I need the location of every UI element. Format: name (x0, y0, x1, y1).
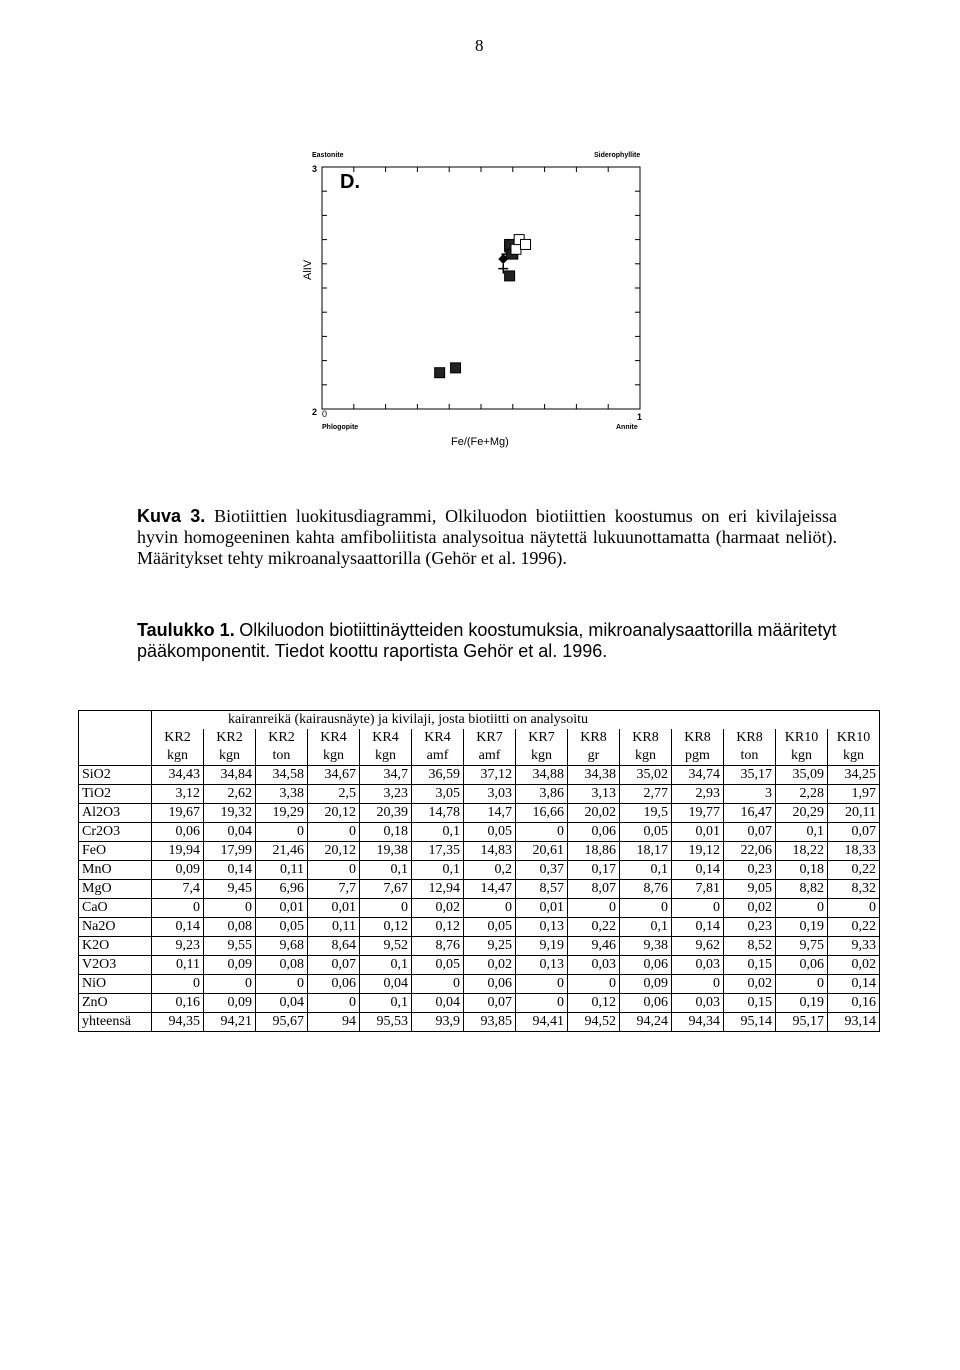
table-cell: 9,38 (620, 937, 672, 956)
table-cell: 0,02 (724, 975, 776, 994)
table-cell: 0,22 (828, 918, 880, 937)
table-cell: 3,23 (360, 785, 412, 804)
table-cell: 93,85 (464, 1013, 516, 1032)
table-cell: 0 (308, 861, 360, 880)
table-cell: 17,99 (204, 842, 256, 861)
row-label: MgO (79, 880, 152, 899)
table-row (79, 823, 880, 842)
data-point-filled-square (435, 368, 445, 378)
table-cell: 19,77 (672, 804, 724, 823)
table-row (79, 804, 880, 823)
table-cell: 1,97 (828, 785, 880, 804)
row-label: NiO (79, 975, 152, 994)
row-label: Na2O (79, 918, 152, 937)
table-cell: 0,1 (412, 861, 464, 880)
table-cell: 0,13 (516, 956, 568, 975)
table-cell: 34,25 (828, 766, 880, 785)
table-cell: 0 (256, 975, 308, 994)
table-cell: 0,06 (464, 975, 516, 994)
table-cell: 7,4 (152, 880, 204, 899)
table-cell: 0 (204, 975, 256, 994)
table-cell: 0 (308, 994, 360, 1013)
table-cell: 2,62 (204, 785, 256, 804)
table-cell: 0 (464, 899, 516, 918)
table-cell: 0,01 (256, 899, 308, 918)
table-rock-header: ton (256, 747, 308, 766)
table-cell: 0,2 (464, 861, 516, 880)
table-cell: 0,06 (568, 823, 620, 842)
row-label: Cr2O3 (79, 823, 152, 842)
table-rock-header: kgn (152, 747, 204, 766)
table-cell: 0,19 (776, 994, 828, 1013)
page-number: 8 (475, 36, 484, 55)
table-cell: 0 (516, 975, 568, 994)
table-rock-header: amf (464, 747, 516, 766)
table-cell: 34,43 (152, 766, 204, 785)
table-cell: 0,05 (464, 823, 516, 842)
table-cell: 0,06 (620, 956, 672, 975)
table-hole-header: KR2 (152, 729, 204, 747)
table-rock-header: kgn (516, 747, 568, 766)
table-cell: 94,21 (204, 1013, 256, 1032)
table-group-header: kairanreikä (kairausnäyte) ja kivilaji, josta biotiitti on analysoitu (152, 711, 880, 730)
table-row (79, 766, 880, 785)
table-cell: 0,14 (828, 975, 880, 994)
table-cell: 20,12 (308, 804, 360, 823)
table-cell: 0 (776, 975, 828, 994)
table-hole-header: KR4 (308, 729, 360, 747)
table-cell: 9,62 (672, 937, 724, 956)
table-cell: 22,06 (724, 842, 776, 861)
table-cell: 0,1 (360, 994, 412, 1013)
table-rocks-row (79, 747, 880, 766)
table-cell: 9,25 (464, 937, 516, 956)
table-cell: 35,09 (776, 766, 828, 785)
table-rock-header: kgn (620, 747, 672, 766)
table-hole-header: KR7 (464, 729, 516, 747)
table-cell: 0 (776, 899, 828, 918)
scatter-plot (0, 0, 960, 460)
row-label: TiO2 (79, 785, 152, 804)
table-cell: 16,66 (516, 804, 568, 823)
table-cell: 19,94 (152, 842, 204, 861)
row-label: Al2O3 (79, 804, 152, 823)
data-point-open-square (521, 239, 531, 249)
table-cell: 0 (308, 823, 360, 842)
table-cell: 18,17 (620, 842, 672, 861)
table-rock-header: pgm (672, 747, 724, 766)
table-cell: 0,05 (464, 918, 516, 937)
table-cell: 93,9 (412, 1013, 464, 1032)
table-cell: 95,53 (360, 1013, 412, 1032)
table-cell: 19,29 (256, 804, 308, 823)
table-row (79, 899, 880, 918)
table-cell: 2,5 (308, 785, 360, 804)
table-cell: 0,14 (152, 918, 204, 937)
table-cell: 0,04 (412, 994, 464, 1013)
table-cell: 0 (360, 899, 412, 918)
table-cell: 18,33 (828, 842, 880, 861)
table-row (79, 994, 880, 1013)
table-cell: 16,47 (724, 804, 776, 823)
table-cell: 0,02 (464, 956, 516, 975)
table-cell: 0,15 (724, 956, 776, 975)
table-cell: 0 (516, 994, 568, 1013)
table-cell: 0,04 (360, 975, 412, 994)
table-cell: 94,34 (672, 1013, 724, 1032)
table-cell: 19,5 (620, 804, 672, 823)
table-rock-header: kgn (828, 747, 880, 766)
table-cell: 0,1 (776, 823, 828, 842)
table-row (79, 956, 880, 975)
table-cell: 0,11 (152, 956, 204, 975)
table-cell: 19,12 (672, 842, 724, 861)
table-cell: 0,07 (464, 994, 516, 1013)
table-cell: 2,28 (776, 785, 828, 804)
table-cell: 9,23 (152, 937, 204, 956)
table-cell: 0,14 (204, 861, 256, 880)
row-label: yhteensä (79, 1013, 152, 1032)
table-cell: 19,32 (204, 804, 256, 823)
table-row (79, 842, 880, 861)
table-cell: 0,11 (256, 861, 308, 880)
table-cell: 9,68 (256, 937, 308, 956)
table-group-header-row (79, 711, 880, 730)
table-cell: 0,05 (256, 918, 308, 937)
table-cell: 8,82 (776, 880, 828, 899)
classification-diagram (0, 0, 960, 460)
table-cell: 94,24 (620, 1013, 672, 1032)
table-cell: 94,35 (152, 1013, 204, 1032)
table-cell: 3,86 (516, 785, 568, 804)
table-cell: 0,01 (308, 899, 360, 918)
table-cell: 0,09 (620, 975, 672, 994)
table-cell: 94 (308, 1013, 360, 1032)
table-cell: 0,11 (308, 918, 360, 937)
table-cell: 0,1 (412, 823, 464, 842)
table-cell: 14,47 (464, 880, 516, 899)
table-cell: 0,23 (724, 918, 776, 937)
y-tick-top: 3 (312, 164, 318, 174)
table-cell: 0,08 (204, 918, 256, 937)
table-cell: 0,03 (568, 956, 620, 975)
table-cell: 14,7 (464, 804, 516, 823)
table-cell: 9,19 (516, 937, 568, 956)
caption-lead: Kuva 3. (137, 506, 206, 526)
corner-label-top-right: Siderophyllite (594, 152, 641, 159)
table-row (79, 880, 880, 899)
table-cell: 0,06 (776, 956, 828, 975)
table-cell: 0,22 (568, 918, 620, 937)
table-cell: 19,38 (360, 842, 412, 861)
table-cell: 2,93 (672, 785, 724, 804)
table-cell: 14,78 (412, 804, 464, 823)
axis-ticks (322, 167, 640, 409)
row-label: V2O3 (79, 956, 152, 975)
table-hole-header: KR8 (672, 729, 724, 747)
table-cell: 8,07 (568, 880, 620, 899)
x-axis-label: Fe/(Fe+Mg) (451, 436, 509, 448)
data-points (435, 235, 531, 378)
table-cell: 0,06 (620, 994, 672, 1013)
caption-body: Biotiittien luokitusdiagrammi, Olkiluodon biotiittien koostumus on eri kivilajeissa hyvin homogeeninen kahta amfiboliitista analysoitua näytettä lukuunottamatta (harmaat neliöt). Määritykset tehty mikroanalysaattorilla (Gehör et al. 1996). (137, 506, 838, 568)
table-cell: 9,55 (204, 937, 256, 956)
table-cell: 3,03 (464, 785, 516, 804)
table-cell: 9,75 (776, 937, 828, 956)
table-cell: 0 (568, 975, 620, 994)
table-cell: 34,7 (360, 766, 412, 785)
table-cell: 0 (256, 823, 308, 842)
data-point-filled-square (505, 271, 515, 281)
table-title-lead: Taulukko 1. (137, 620, 235, 640)
table-cell: 0,07 (724, 823, 776, 842)
table-hole-header: KR8 (620, 729, 672, 747)
table-cell: 9,52 (360, 937, 412, 956)
table-cell: 8,52 (724, 937, 776, 956)
row-label: K2O (79, 937, 152, 956)
table-row (79, 937, 880, 956)
table-rock-header: kgn (776, 747, 828, 766)
table-row (79, 918, 880, 937)
row-label: ZnO (79, 994, 152, 1013)
table-cell: 36,59 (412, 766, 464, 785)
table-cell: 20,11 (828, 804, 880, 823)
table-cell: 9,05 (724, 880, 776, 899)
table-cell: 0,04 (204, 823, 256, 842)
table-cell: 0,01 (672, 823, 724, 842)
table-cell: 34,67 (308, 766, 360, 785)
table-cell: 0,06 (308, 975, 360, 994)
table-hole-header: KR8 (568, 729, 620, 747)
table-row (79, 861, 880, 880)
table-title-body: Olkiluodon biotiittinäytteiden koostumuksia, mikroanalysaattorilla määritetyt pääkomponentit. Tiedot koottu raportista Gehör et al. 1996. (137, 620, 837, 661)
table-holes-row (79, 729, 880, 747)
table-cell: 9,45 (204, 880, 256, 899)
table-cell: 20,02 (568, 804, 620, 823)
table-cell: 6,96 (256, 880, 308, 899)
table-cell: 93,14 (828, 1013, 880, 1032)
table-cell: 17,35 (412, 842, 464, 861)
table-cell: 18,22 (776, 842, 828, 861)
table-cell: 0,05 (412, 956, 464, 975)
table-hole-header: KR2 (256, 729, 308, 747)
table-cell: 8,76 (620, 880, 672, 899)
table-cell: 0,02 (828, 956, 880, 975)
table-cell: 0,05 (620, 823, 672, 842)
table-cell: 9,33 (828, 937, 880, 956)
table-cell: 0 (152, 899, 204, 918)
table-cell: 20,61 (516, 842, 568, 861)
table-cell: 35,02 (620, 766, 672, 785)
data-point-filled-square (451, 363, 461, 373)
row-label: MnO (79, 861, 152, 880)
table-cell: 95,14 (724, 1013, 776, 1032)
row-label: CaO (79, 899, 152, 918)
table-cell: 34,58 (256, 766, 308, 785)
corner-label-top-left: Eastonite (312, 152, 344, 159)
table-cell: 0,03 (672, 994, 724, 1013)
table-cell: 0 (672, 975, 724, 994)
table-cell: 8,32 (828, 880, 880, 899)
table-cell: 35,17 (724, 766, 776, 785)
table-rock-header: gr (568, 747, 620, 766)
table-row (79, 975, 880, 994)
x-tick-left: 0 (322, 409, 328, 419)
y-axis-label: AlIV (302, 259, 314, 280)
table-cell: 0 (672, 899, 724, 918)
table-cell: 0,12 (568, 994, 620, 1013)
table-cell: 0,06 (152, 823, 204, 842)
table-cell: 0,18 (776, 861, 828, 880)
row-label: FeO (79, 842, 152, 861)
table-cell: 0,1 (620, 861, 672, 880)
table-cell: 0 (412, 975, 464, 994)
table-cell: 0,07 (828, 823, 880, 842)
table-cell: 0,13 (516, 918, 568, 937)
table-title (137, 620, 837, 662)
table-hole-header: KR10 (776, 729, 828, 747)
table-cell: 0,04 (256, 994, 308, 1013)
table-cell: 3,38 (256, 785, 308, 804)
table-cell: 95,17 (776, 1013, 828, 1032)
table-cell: 0,09 (204, 994, 256, 1013)
table-cell: 0,14 (672, 861, 724, 880)
table-rock-header: kgn (204, 747, 256, 766)
table-cell: 0,09 (152, 861, 204, 880)
table-cell: 0 (568, 899, 620, 918)
table-rock-header: kgn (360, 747, 412, 766)
table-cell: 0,14 (672, 918, 724, 937)
table-cell: 0,12 (360, 918, 412, 937)
table-cell: 34,88 (516, 766, 568, 785)
table-cell: 34,84 (204, 766, 256, 785)
table-cell: 37,12 (464, 766, 516, 785)
table-cell: 0,16 (152, 994, 204, 1013)
table-rock-header: amf (412, 747, 464, 766)
table-cell: 0,07 (308, 956, 360, 975)
table-cell: 3 (724, 785, 776, 804)
table-cell: 0,16 (828, 994, 880, 1013)
table-cell: 19,67 (152, 804, 204, 823)
table-cell: 0,1 (360, 861, 412, 880)
row-label: SiO2 (79, 766, 152, 785)
table-cell: 34,74 (672, 766, 724, 785)
table-rock-header: ton (724, 747, 776, 766)
figure-caption (137, 506, 837, 569)
table-cell: 12,94 (412, 880, 464, 899)
table-cell: 0,17 (568, 861, 620, 880)
table-cell: 94,52 (568, 1013, 620, 1032)
y-tick-bottom: 2 (312, 407, 318, 417)
table-cell: 18,86 (568, 842, 620, 861)
composition-table (78, 710, 880, 1032)
table-cell: 0,08 (256, 956, 308, 975)
table-cell: 9,46 (568, 937, 620, 956)
table-cell: 0,22 (828, 861, 880, 880)
table-cell: 8,76 (412, 937, 464, 956)
table-row (79, 785, 880, 804)
table-cell: 8,57 (516, 880, 568, 899)
table-rock-header: kgn (308, 747, 360, 766)
table-cell: 0,15 (724, 994, 776, 1013)
table-cell: 0,37 (516, 861, 568, 880)
table-cell: 0,18 (360, 823, 412, 842)
table-cell: 20,39 (360, 804, 412, 823)
table-cell: 0,1 (360, 956, 412, 975)
table-cell: 0,09 (204, 956, 256, 975)
plot-frame (322, 167, 640, 409)
table-cell: 0,1 (620, 918, 672, 937)
table-cell: 0 (516, 823, 568, 842)
table-cell: 94,41 (516, 1013, 568, 1032)
corner-label-bottom-right: Annite (616, 424, 638, 431)
table-cell: 0,19 (776, 918, 828, 937)
table-cell: 34,38 (568, 766, 620, 785)
table-cell: 0,02 (412, 899, 464, 918)
data-point-open-square (511, 244, 521, 254)
x-tick-right: 1 (637, 412, 643, 422)
table-hole-header: KR10 (828, 729, 880, 747)
table-cell: 0,01 (516, 899, 568, 918)
table-cell: 3,12 (152, 785, 204, 804)
table-cell: 0 (152, 975, 204, 994)
table-cell: 20,29 (776, 804, 828, 823)
table-cell: 3,05 (412, 785, 464, 804)
table-row (79, 1013, 880, 1032)
table-hole-header: KR4 (412, 729, 464, 747)
table-cell: 14,83 (464, 842, 516, 861)
table-cell: 3,13 (568, 785, 620, 804)
table-cell: 0 (620, 899, 672, 918)
table-cell: 8,64 (308, 937, 360, 956)
table-hole-header: KR4 (360, 729, 412, 747)
table-cell: 20,12 (308, 842, 360, 861)
corner-label-bottom-left: Phlogopite (322, 424, 359, 431)
table-cell: 21,46 (256, 842, 308, 861)
table-cell: 95,67 (256, 1013, 308, 1032)
table-cell: 0 (828, 899, 880, 918)
panel-label: D. (340, 171, 360, 193)
table-cell: 7,81 (672, 880, 724, 899)
table-cell: 7,67 (360, 880, 412, 899)
table-cell: 0 (204, 899, 256, 918)
table-hole-header: KR8 (724, 729, 776, 747)
table-cell: 7,7 (308, 880, 360, 899)
table-hole-header: KR7 (516, 729, 568, 747)
table-cell: 0,03 (672, 956, 724, 975)
table-cell: 0,02 (724, 899, 776, 918)
table-cell: 0,12 (412, 918, 464, 937)
table-cell: 2,77 (620, 785, 672, 804)
table-cell: 0,23 (724, 861, 776, 880)
table-hole-header: KR2 (204, 729, 256, 747)
